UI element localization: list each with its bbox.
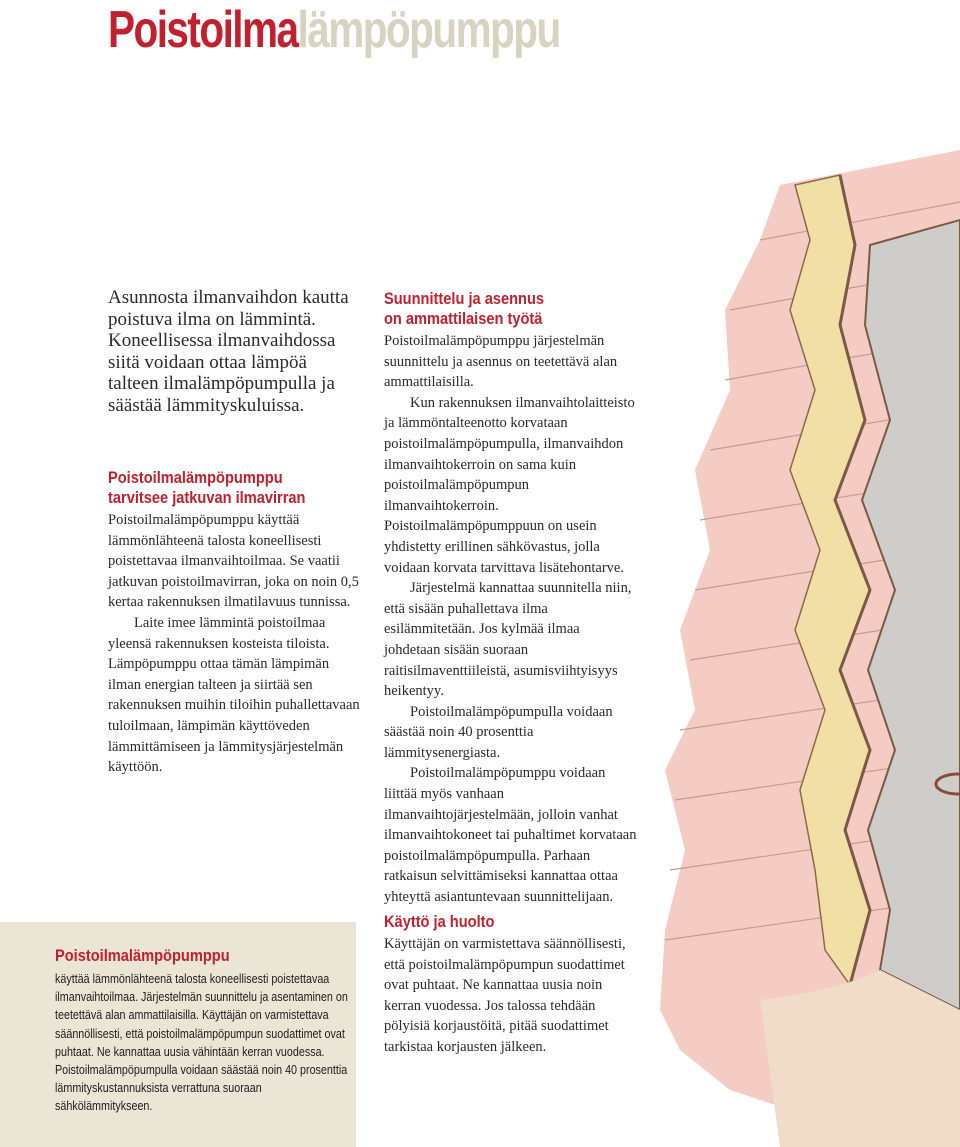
section-use-maintenance [384, 912, 639, 1058]
paragraph: Poistoilmalämpöpumppu voidaan liittää myös vanhaan ilmanvaihtojärjestelmään, jolloin vanhat ilmanvaihtokoneet tai puhaltimet korvataan poistoilmalämpöpumpulla. Parhaan ratkaisun selvittämiseksi kannattaa ottaa yhteyttä asiantuntevaan suunnittelijaan. [384, 765, 637, 906]
section-heading: Käyttö ja huolto [384, 912, 495, 931]
title-part-light: lämpöpumppu [297, 1, 560, 59]
heading-line: Poistoilmalämpöpumppu [108, 468, 283, 487]
wall-cross-section-illustration [640, 150, 960, 1147]
paragraph: Käyttäjän on varmistettava säännöllisesti, että poistoilmalämpöpumpun suodattimet ovat puhtaat. Ne kannattaa uusia noin kerran vuodessa. Jos talossa tehdään pölyisiä korjaustöitä, pitää suodattimet tarkistaa korjausten jälkeen. [384, 936, 626, 1055]
section-body [384, 934, 639, 1058]
paragraph: Kun rakennuksen ilmanvaihtolaitteisto ja lämmöntalteenotto korvataan poistoilmalämpöpumpulla, ilmanvaihdon ilmanvaihtokerroin on sama kuin poistoilmalämpöpumpun ilmanvaihtokerroin. Poistoilmalämpöpumppuun on usein yhdistetty erillinen sähkövastus, jolla voidaan korvata tarvittava lisätehontarve. [384, 394, 635, 576]
floor-slab [760, 970, 960, 1147]
paragraph: Laite imee lämmintä poistoilmaa yleensä rakennuksen kosteista tiloista. Lämpöpumppu ottaa tämän lämpimän ilman energian talteen ja siirtää sen rakennuksen muihin tiloihin puhallettavaan tuloilmaan, lämpimän käyttöveden lämmittämiseen ja lämmitysjärjestelmän käyttöön. [108, 614, 360, 776]
title-part-red: Poistoilma [108, 1, 298, 59]
section-body [384, 331, 639, 908]
paragraph: Poistoilmalämpöpumpulla voidaan säästää noin 40 prosenttia lämmitysenergiasta. [384, 703, 613, 761]
summary-box [0, 922, 356, 1147]
paragraph: Poistoilmalämpöpumppu käyttää lämmönlähteenä talosta koneellisesti poistettavaa ilmanvaihtoilmaa. Se vaatii jatkuvan poistoilmavirran, joka on noin 0,5 kertaa rakennuksen ilmatilavuus tunnissa. [108, 512, 359, 611]
summary-text: käyttää lämmönlähteenä talosta koneellisesti poistettavaa ilmanvaihtoilmaa. Järjestelmän suunnittelu ja asentaminen on teetettävä alan ammattilaisilla. Käyttäjän on varmistettava säännöllisesti, että poistoilmalämpöpumpun suodattimet ovat puhtaat. Ne kannattaa uusia vähintään kerran vuodessa. Poistoilmalämpöpumpulla voidaan säästää noin 40 prosenttia lämmityskustannuksista verrattuna suoraan sähkölämmitykseen. [55, 972, 348, 1114]
section-heading [384, 289, 603, 329]
paragraph: Järjestelmä kannattaa suunnitella niin, että sisään puhallettava ilma esilämmitetään. Jos kylmää ilmaa johdetaan sisään suoraan raitisilmaventtiileistä, asumisviihtyisyys heikentyy. [384, 580, 632, 700]
heading-line: tarvitsee jatkuvan ilmavirran [108, 488, 306, 507]
section-body [108, 510, 363, 778]
lead-paragraph: Asunnosta ilmanvaihdon kautta poistuva ilma on lämmintä. Koneellisessa ilmanvaihdossa siitä voidaan ottaa lämpöä talteen ilmalämpöpumpulla ja säästää lämmityskuluissa. [108, 287, 349, 416]
summary-heading: Poistoilmalämpöpumppu [55, 946, 230, 965]
section-continuous-airflow [108, 468, 363, 778]
heading-line: on ammattilaisen työtä [384, 309, 543, 328]
heading-line: Suunnittelu ja asennus [384, 289, 545, 308]
section-heading [108, 468, 327, 508]
paragraph: Poistoilmalämpöpumppu järjestelmän suunnittelu ja asennus on teetettävä alan ammattilaisilla. [384, 333, 618, 391]
section-design-installation [384, 289, 639, 908]
summary-box-content [55, 946, 355, 1116]
page-title [108, 0, 560, 60]
